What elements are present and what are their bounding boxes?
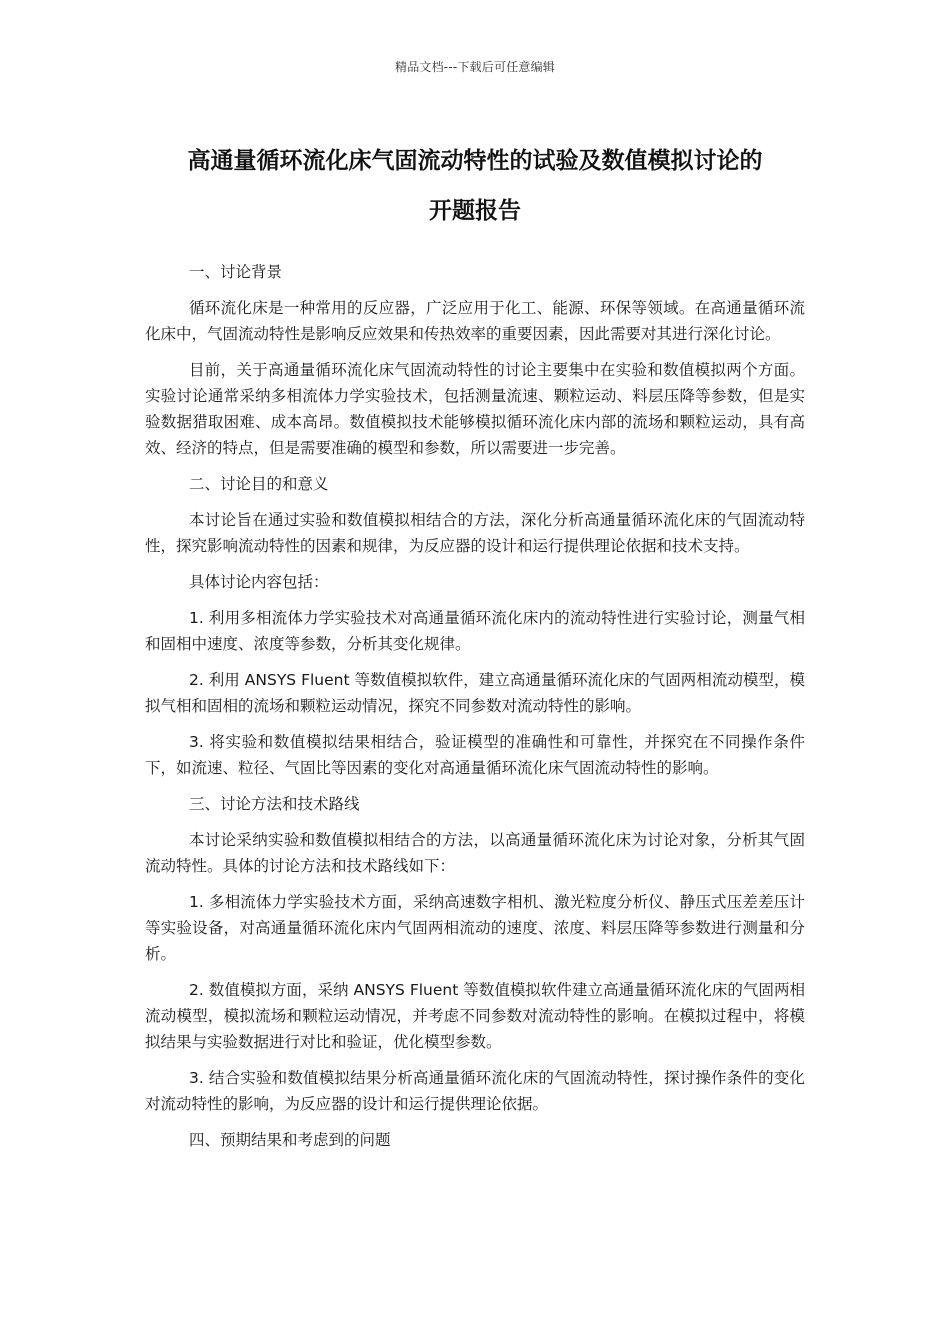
section-heading-purpose: 二、讨论目的和意义 bbox=[189, 475, 329, 493]
paragraph: 目前，关于高通量循环流化床气固流动特性的讨论主要集中在实验和数值模拟两个方面。实验讨论通常采纳多相流体力学实验技术，包括测量流速、颗粒运动、料层压降等参数，但是实验数据猎取困难、成本高昂。数值模拟技术能够模拟循环流化床内部的流场和颗粒运动，具有高效、经济的特点，但是需要准确的模型和参数，所以需要进一步完善。 bbox=[145, 361, 805, 457]
list-item: 3. 结合实验和数值模拟结果分析高通量循环流化床的气固流动特性，探讨操作条件的变化对流动特性的影响，为反应器的设计和运行提供理论依据。 bbox=[145, 1069, 805, 1113]
page-title bbox=[145, 136, 805, 236]
title-line-1: 高通量循环流化床气固流动特性的试验及数值模拟讨论的 bbox=[187, 148, 763, 174]
list-item: 1. 利用多相流体力学实验技术对高通量循环流化床内的流动特性进行实验讨论，测量气相和固相中速度、浓度等参数，分析其变化规律。 bbox=[145, 609, 805, 653]
document-body bbox=[145, 259, 805, 1163]
list-item: 3. 将实验和数值模拟结果相结合，验证模型的准确性和可靠性，并探究在不同操作条件下，如流速、粒径、气固比等因素的变化对高通量循环流化床气固流动特性的影响。 bbox=[145, 733, 805, 777]
section-heading-background: 一、讨论背景 bbox=[189, 263, 283, 281]
list-item: 2. 数值模拟方面，采纳 ANSYS Fluent 等数值模拟软件建立高通量循环流化床的气固两相流动模型，模拟流场和颗粒运动情况，并考虑不同参数对流动特性的影响。在模拟过程中，将模拟结果与实验数据进行对比和验证，优化模型参数。 bbox=[145, 981, 805, 1051]
list-item: 2. 利用 ANSYS Fluent 等数值模拟软件，建立高通量循环流化床的气固两相流动模型，模拟气相和固相的流场和颗粒运动情况，探究不同参数对流动特性的影响。 bbox=[145, 671, 805, 715]
title-line-2: 开题报告 bbox=[429, 198, 521, 224]
header-note: 精品文档---下载后可任意编辑 bbox=[395, 60, 555, 74]
paragraph: 循环流化床是一种常用的反应器，广泛应用于化工、能源、环保等领域。在高通量循环流化床中，气固流动特性是影响反应效果和传热效率的重要因素，因此需要对其进行深化讨论。 bbox=[145, 299, 805, 343]
paragraph: 本讨论旨在通过实验和数值模拟相结合的方法，深化分析高通量循环流化床的气固流动特性，探究影响流动特性的因素和规律，为反应器的设计和运行提供理论依据和技术支持。 bbox=[145, 511, 805, 555]
paragraph: 具体讨论内容包括： bbox=[189, 573, 329, 591]
section-heading-expected: 四、预期结果和考虑到的问题 bbox=[189, 1131, 391, 1149]
paragraph: 本讨论采纳实验和数值模拟相结合的方法，以高通量循环流化床为讨论对象，分析其气固流动特性。具体的讨论方法和技术路线如下： bbox=[145, 831, 805, 875]
section-heading-methods: 三、讨论方法和技术路线 bbox=[189, 795, 360, 813]
list-item: 1. 多相流体力学实验技术方面，采纳高速数字相机、激光粒度分析仪、静压式压差差压计等实验设备，对高通量循环流化床内气固两相流动的速度、浓度、料层压降等参数进行测量和分析。 bbox=[145, 893, 805, 963]
